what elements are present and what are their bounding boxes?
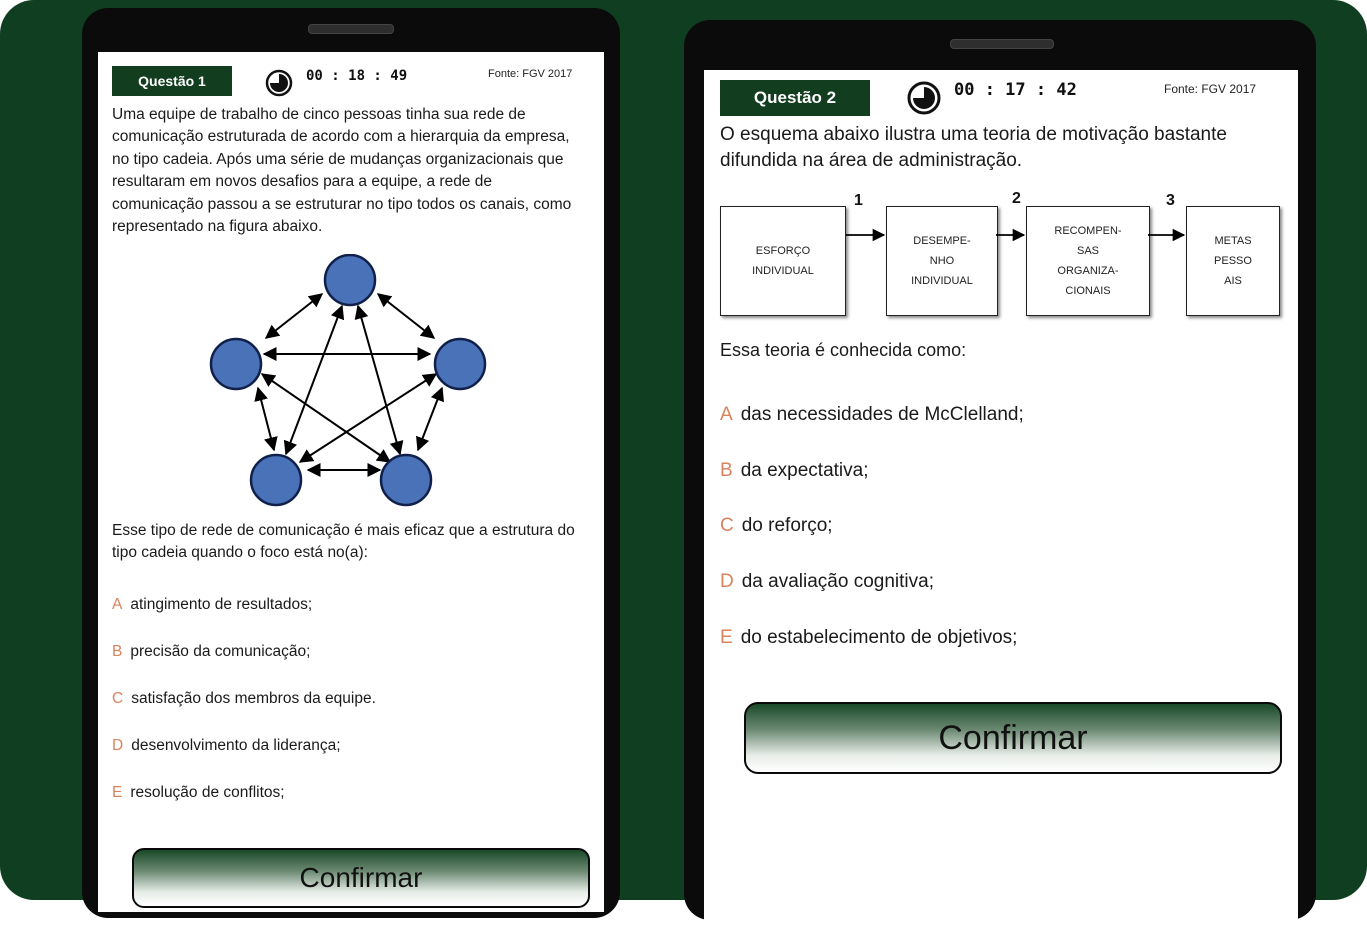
option-d[interactable]	[112, 737, 341, 755]
question-text: Uma equipe de trabalho de cinco pessoas tinha sua rede de comunicação estruturada de acordo com a hierarquia da empresa, no tipo cadeia. Após uma série de mudanças organizacionais que resultaram em novos desafios para a equipe, a rede de comunicação passou a se estruturar no tipo todos os canais, como representado na figura abaixo.	[112, 106, 572, 236]
option-c[interactable]	[720, 515, 833, 537]
question-prompt: Essa teoria é conhecida como:	[720, 340, 967, 360]
network-arrows	[258, 294, 442, 470]
option-letter: E	[720, 627, 733, 648]
option-text: das necessidades de McClelland;	[740, 404, 1024, 425]
phone-left	[82, 8, 620, 918]
option-b[interactable]	[720, 460, 869, 482]
network-node	[211, 339, 261, 389]
option-text: do estabelecimento de objetivos;	[740, 627, 1018, 648]
option-letter: E	[112, 784, 123, 801]
option-e[interactable]	[720, 627, 1017, 649]
source-label: Fonte: FGV 2017	[488, 68, 573, 80]
option-a[interactable]	[720, 404, 1024, 426]
option-letter: C	[112, 690, 124, 707]
option-a[interactable]	[112, 596, 312, 614]
option-d[interactable]	[720, 571, 934, 593]
question-label: Questão 2	[720, 80, 870, 116]
timer-display: 00 : 17 : 42	[954, 80, 1077, 100]
diagram-step-number: 2	[1012, 190, 1021, 207]
option-text: resolução de conflitos;	[130, 784, 285, 801]
option-e[interactable]	[112, 784, 285, 802]
communication-network-figure	[204, 254, 494, 516]
confirm-button[interactable]: Confirmar	[132, 848, 590, 908]
diagram-arrows	[844, 220, 1194, 260]
network-node	[251, 455, 301, 505]
question-label: Questão 1	[112, 66, 232, 96]
option-text: desenvolvimento da liderança;	[131, 737, 341, 754]
diagram-step-number: 3	[1166, 192, 1175, 209]
phone-speaker	[950, 39, 1054, 49]
diagram-box-goals: METAS PESSO AIS	[1186, 206, 1280, 316]
option-letter: D	[112, 737, 124, 754]
option-letter: B	[112, 643, 123, 660]
source-label: Fonte: FGV 2017	[1164, 82, 1257, 96]
network-node	[381, 455, 431, 505]
option-text: da avaliação cognitiva;	[741, 571, 934, 592]
option-c[interactable]	[112, 690, 376, 708]
option-text: da expectativa;	[740, 460, 869, 481]
option-letter: B	[720, 460, 733, 481]
option-text: do reforço;	[741, 515, 833, 536]
diagram-box-rewards: RECOMPEN- SAS ORGANIZA- CIONAIS	[1026, 206, 1150, 316]
option-text: atingimento de resultados;	[130, 596, 313, 613]
screen-question-2	[704, 70, 1298, 930]
option-letter: D	[720, 571, 734, 592]
option-letter: A	[112, 596, 123, 613]
network-node	[435, 339, 485, 389]
phone-right	[684, 20, 1316, 920]
question-prompt: Esse tipo de rede de comunicação é mais eficaz que a estrutura do tipo cadeia quando o foco está no(a):	[112, 522, 575, 562]
option-text: precisão da comunicação;	[130, 643, 311, 660]
phone-speaker	[308, 24, 394, 34]
diagram-box-performance: DESEMPE- NHO INDIVIDUAL	[886, 206, 998, 316]
option-text: satisfação dos membros da equipe.	[131, 690, 376, 707]
timer-icon	[906, 80, 942, 116]
diagram-box-effort: ESFORÇO INDIVIDUAL	[720, 206, 846, 316]
question-text: O esquema abaixo ilustra uma teoria de motivação bastante difundida na área de administração.	[720, 124, 1227, 171]
option-letter: A	[720, 404, 733, 425]
timer-display: 00 : 18 : 49	[306, 68, 408, 84]
option-b[interactable]	[112, 643, 310, 661]
screen-question-1	[98, 52, 604, 912]
confirm-button[interactable]: Confirmar	[744, 702, 1282, 774]
network-node	[325, 255, 375, 305]
option-letter: C	[720, 515, 734, 536]
timer-icon	[264, 68, 294, 98]
diagram-step-number: 1	[854, 192, 863, 209]
